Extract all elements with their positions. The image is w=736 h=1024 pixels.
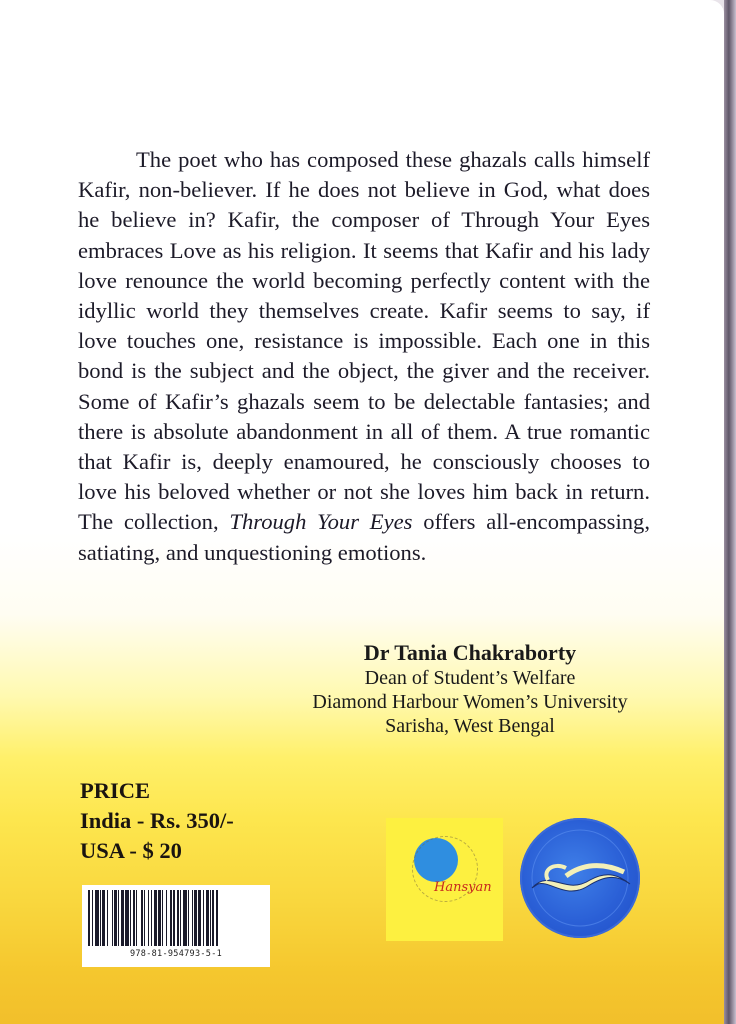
blurb-text-part-1: The poet who has composed these ghazals calls himself Kafir, non-believer. If he does not believe in God, what does he believe in? Kafir, the composer of Through Your Eyes embraces Love as his religion. It seems that Kafir and his lady love renounce the world becoming perfectly content with the idyllic world they themselves create. Kafir seems to say, if love touches one, resistance is impossible. Each one in this bond is the subject and the object, the giver and the receiver. Some of Kafir’s ghazals seem to be delectable fantasies; and there is absolute abandonment in all of them. A true romantic that Kafir is, deeply enamoured, he consciously chooses to love his beloved whether or not she loves him back in return. The collection, — [78, 147, 650, 535]
reviewer-institution: Diamond Harbour Women’s University — [312, 691, 628, 713]
reviewer-name: Dr Tania Chakraborty — [363, 640, 577, 665]
publisher-logo-script: Hansyan — [434, 880, 492, 895]
price-india: India - Rs. 350/- — [80, 808, 234, 833]
barcode-bars — [88, 890, 264, 946]
blurb-paragraph — [78, 145, 650, 568]
blue-wave-emblem-icon — [520, 818, 640, 938]
price-block — [80, 776, 234, 866]
price-usa: USA - $ 20 — [80, 838, 182, 863]
barcode-bar — [216, 890, 218, 946]
reviewer-location: Sarisha, West Bengal — [385, 715, 555, 737]
blurb-text-part-2: offers all-encompassing, satiating, and unquestioning emotions. — [78, 509, 650, 565]
reviewer-role: Dean of Student’s Welfare — [364, 667, 576, 689]
blurb-text — [78, 145, 650, 568]
isbn-barcode — [82, 885, 270, 967]
book-spine-edge — [724, 0, 736, 1024]
price-heading: PRICE — [80, 778, 151, 803]
reviewer-signature — [262, 640, 678, 738]
wave-icon — [520, 818, 640, 938]
isbn-number: 978-81-954793-5-1 — [129, 949, 223, 959]
blurb-book-title: Through Your Eyes — [229, 509, 413, 535]
publisher-logo — [386, 818, 503, 941]
